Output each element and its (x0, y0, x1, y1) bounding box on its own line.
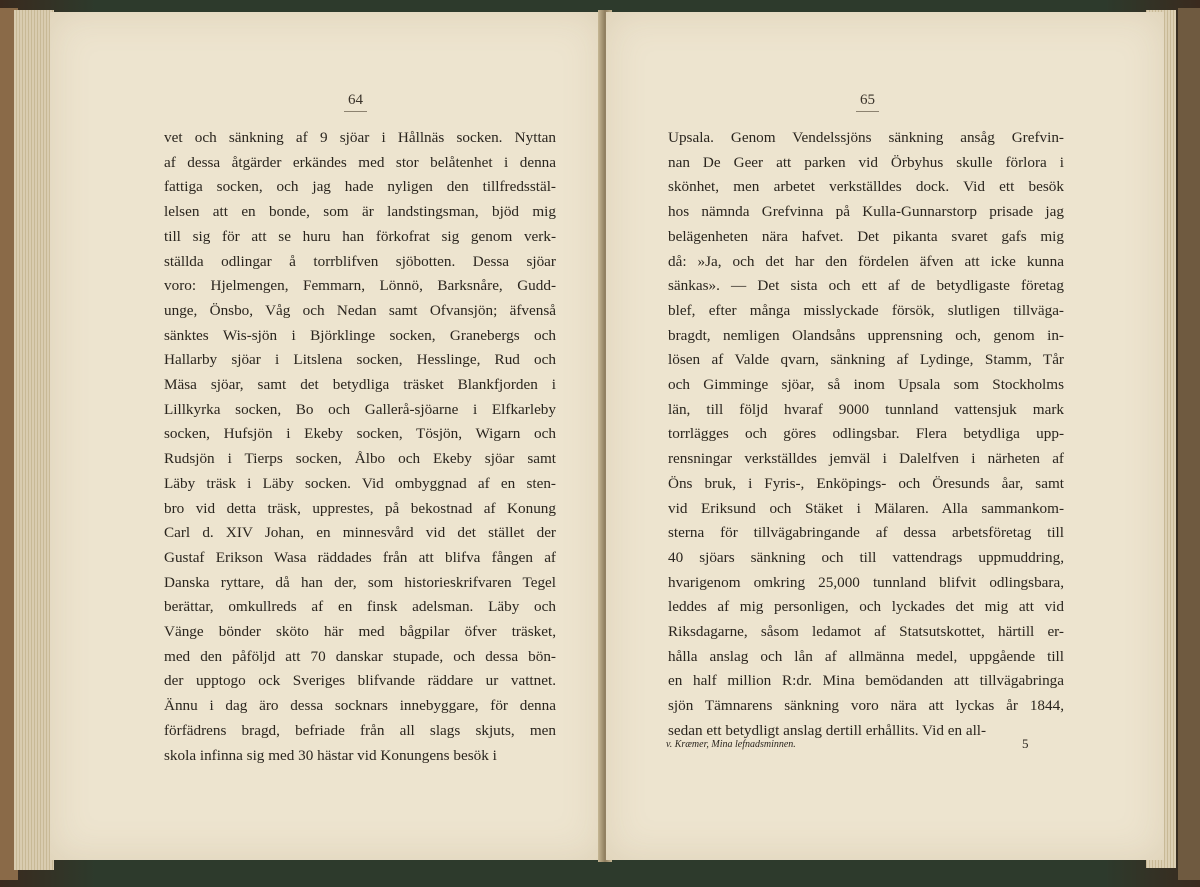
text-line: då: »Ja, och det har den fördelen äfven att icke kunna (668, 252, 1064, 270)
text-line: hålla anslag och lån af allmänna medel, uppgående till (668, 647, 1064, 665)
text-line: Gustaf Erikson Wasa räddades från att blifva fången af (164, 548, 556, 566)
text-line: bro vid detta träsk, upprestes, på bekostnad af Konung (164, 499, 556, 517)
signature-footer: v. Kræmer, Mina lefnadsminnen. (666, 739, 796, 750)
text-line: ställda odlingar å torrblifven sjöbotten. Dessa sjöar (164, 252, 556, 270)
signature-mark: 5 (1022, 736, 1029, 751)
text-line: leddes af mig personligen, och lyckades det mig att vid (668, 598, 1064, 616)
text-line: förfädrens bragd, befriade från all slags skjuts, men (164, 721, 556, 739)
text-line: Lillkyrka socken, Bo och Gallerå-sjöarne i Elfkarleby (164, 400, 556, 418)
text-line: till sig för att se huru han förkofrat sig genom verk- (164, 227, 556, 245)
text-line: sänktes Wis-sjön i Björklinge socken, Granebergs och (164, 326, 556, 344)
text-line: skönhet, men arbetet verkställdes dock. Vid ett besök (668, 178, 1064, 196)
text-line: Riksdagarne, såsom ledamot af Statsutskottet, härtill er- (668, 623, 1064, 641)
text-line: skola infinna sig med 30 hästar vid Konungens besök i (164, 746, 497, 764)
text-line: hvarigenom omkring 25,000 tunnland blifvit odlingsbara, (668, 573, 1064, 591)
text-line: 40 sjöars sänkning och till vattendrags uppmuddring, (668, 548, 1064, 566)
text-line: sterna för tillvägabringande af dessa arbetsföretag till (668, 524, 1064, 542)
text-line: Rudsjön i Tierps socken, Ålbo och Ekeby sjöar samt (164, 450, 556, 468)
text-line: Vänge bönder sköto här med bågpilar öfver träsket, (164, 623, 556, 641)
text-line: hos nämnda Grefvinna på Kulla-Gunnarstorp prisade jag (668, 203, 1064, 221)
book-cover-right-edge (1178, 8, 1200, 880)
text-line: Öns bruk, i Fyris-, Enköpings- och Öresunds åar, samt (668, 474, 1064, 492)
text-line: vid Eriksund och Stäket i Mälaren. Alla sammankom- (668, 499, 1064, 517)
text-line: Carl d. XIV Johan, en minnesvård vid det stället der (164, 524, 556, 542)
text-line: Ännu i dag äro dessa socknars innebyggare, för denna (164, 697, 556, 715)
text-line: socken, Hufsjön i Ekeby socken, Tösjön, Wigarn och (164, 425, 556, 443)
text-line: der upptogo ock Sveriges blifvande räddare ur vattnet. (164, 672, 556, 690)
text-line: Hallarby sjöar i Litslena socken, Hesslinge, Rud och (164, 351, 556, 369)
text-line: voro: Hjelmengen, Femmarn, Lönnö, Barksnåre, Gudd- (164, 277, 556, 295)
text-line: med den påföljd att 70 danskar stupade, och dessa bön- (164, 647, 556, 665)
left-page (50, 12, 603, 860)
text-line: lelsen att en bonde, som är landstingsman, bjöd mig (164, 203, 556, 221)
text-line: sedan ett betydligt anslag dertill erhållits. Vid en all- (668, 721, 987, 739)
text-line: sänkas». — Det sista och ett af de betydligaste företag (668, 277, 1064, 295)
text-line: torrlägges och göres odlingsbar. Flera betydliga upp- (668, 425, 1064, 443)
text-line: af dessa åtgärder erkändes med stor belåtenhet i denna (164, 153, 556, 171)
text-line: och Gimminge sjöar, så inom Upsala som Stockholms (668, 376, 1064, 394)
text-line: Upsala. Genom Vendelssjöns sänkning ansåg Grefvin- (668, 129, 1064, 146)
text-line: berättar, omkullreds af en finsk adelsman. Läby och (164, 598, 556, 616)
text-line: bragdt, nemligen Olandsåns upprensning och, genom in- (668, 326, 1064, 344)
text-line: sjön Tämnarens sänkning voro nära att lyckas år 1844, (668, 697, 1064, 715)
right-page (606, 12, 1164, 860)
page-number-right: 65 (856, 92, 879, 112)
text-line: Läby träsk i Läby socken. Vid ombyggnad af en sten- (164, 474, 556, 492)
text-line: Danska ryttare, då han der, som historieskrifvaren Tegel (164, 573, 556, 591)
text-line: län, till följd hvaraf 9000 tunnland vattensjuk mark (668, 400, 1064, 418)
text-line: Mäsa sjöar, samt det betydliga träsket Blankfjorden i (164, 376, 556, 394)
text-line: lösen af Valde qvarn, sänkning af Lydinge, Stamm, Tår (668, 351, 1064, 369)
text-line: fattiga socken, och jag hade nyligen den tillfredsstäl- (164, 178, 556, 196)
text-line: en half million R:dr. Mina bemödanden att tillvägabringa (668, 672, 1064, 690)
page-stack-left (14, 10, 54, 870)
right-page-text (668, 126, 1064, 744)
text-line: rensningar verkställdes jemväl i Dalelfven i närheten af (668, 450, 1064, 468)
text-line: nan De Geer att parken vid Örbyhus skulle förlora i (668, 153, 1064, 171)
left-page-text (164, 126, 556, 768)
page-number-left: 64 (344, 92, 367, 112)
text-line: belägenheten nära hafvet. Det pikanta svaret gafs mig (668, 227, 1064, 245)
text-line: unge, Önsbo, Våg och Nedan samt Ofvansjön; äfvenså (164, 301, 556, 319)
text-line: blef, efter många misslyckade försök, slutligen tillväga- (668, 301, 1064, 319)
text-line: vet och sänkning af 9 sjöar i Hållnäs socken. Nyttan (164, 129, 556, 146)
